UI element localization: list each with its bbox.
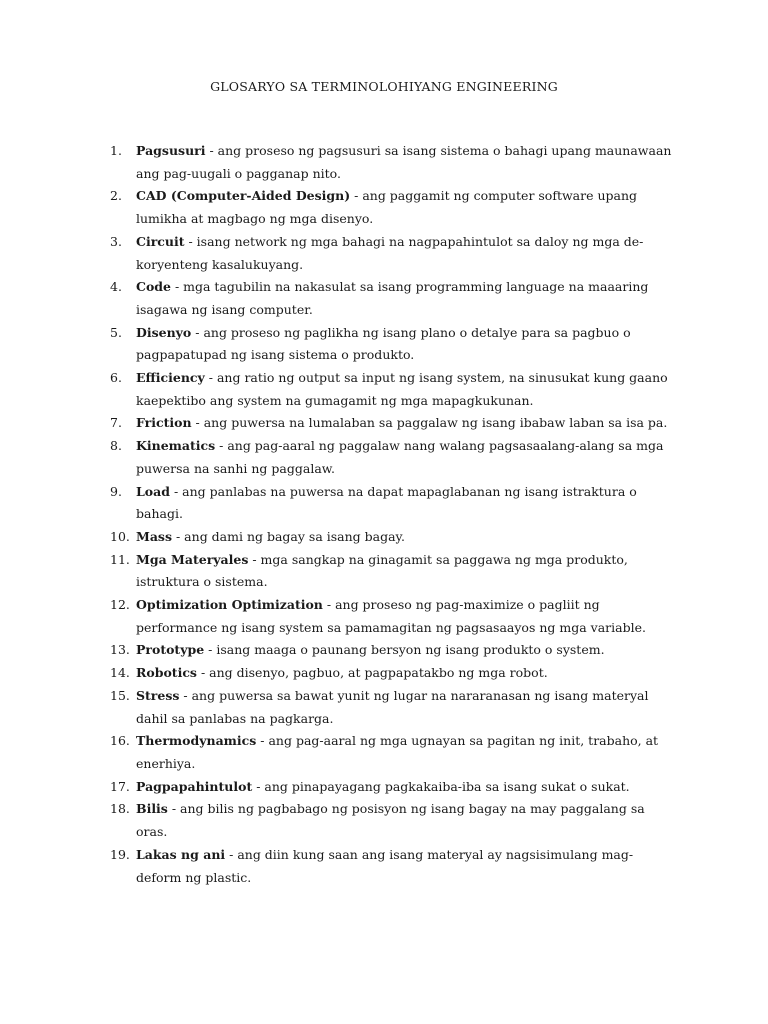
glossary-list [0,140,768,889]
entry-number: 8. [110,438,122,454]
entry-definition: - ang pinapayagang pagkakaiba-iba sa isang sukat o sukat. [252,778,630,794]
glossary-entry [0,276,676,321]
entry-term: Thermodynamics [136,733,257,749]
entry-definition: - isang network ng mga bahagi na nagpapahintulot sa daloy ng mga de-koryenteng kasalukuyang. [136,233,644,272]
entry-definition: - ang puwersa sa bawat yunit ng lugar na nararanasan ng isang materyal dahil sa panlabas na pagkarga. [136,687,649,726]
entry-term: Stress [136,687,180,703]
entry-number: 7. [110,415,122,431]
glossary-entry [0,412,676,435]
entry-term: Pagpapahintulot [136,778,253,794]
entry-definition: - mga sangkap na ginagamit sa paggawa ng mga produkto, istruktura o sistema. [136,551,628,590]
entry-number: 17. [110,778,130,794]
glossary-entry [0,549,676,594]
glossary-entry [0,526,676,549]
entry-number: 12. [110,597,130,613]
glossary-entry [0,140,676,185]
entry-definition: - ang dami ng bagay sa isang bagay. [172,528,405,544]
entry-definition: - ang disenyo, pagbuo, at pagpapatakbo ng mga robot. [196,665,548,681]
entry-definition: - ang pag-aaral ng mga ugnayan sa pagitan ng init, trabaho, at enerhiya. [136,733,659,771]
entry-number: 15. [110,687,130,703]
entry-number: 16. [110,733,130,749]
entry-term: Kinematics [136,438,216,454]
entry-number: 2. [110,188,122,204]
glossary-entry [0,730,676,775]
entry-number: 19. [110,846,130,862]
entry-term: Lakas ng ani [136,846,226,862]
entry-number: 9. [110,483,122,499]
entry-term: Mga Materyales [136,551,249,567]
entry-number: 6. [110,370,122,386]
entry-number: 14. [110,665,130,681]
entry-definition: - ang proseso ng pag-maximize o pagliit ng performance ng isang system sa pamamagitan ng pagsasaayos ng mga variable. [136,597,646,635]
entry-number: 10. [110,528,130,544]
glossary-entry [0,776,676,799]
entry-number: 18. [110,801,130,817]
glossary-entry [0,367,676,412]
glossary-entry [0,231,676,276]
entry-definition: - ang pag-aaral ng paggalaw nang walang pagsasaalang-alang sa mga puwersa na sanhi ng paggalaw. [136,438,664,476]
glossary-entry [0,662,676,685]
entry-term: Load [136,483,170,499]
entry-definition: - ang bilis ng pagbabago ng posisyon ng isang bagay na may paggalang sa oras. [136,801,645,840]
entry-definition: - isang maaga o paunang bersyon ng isang produkto o system. [204,642,605,658]
entry-definition: - ang puwersa na lumalaban sa paggalaw ng isang ibabaw laban sa isa pa. [191,415,668,431]
entry-definition: - ang diin kung saan ang isang materyal ay nagsisimulang mag-deform ng plastic. [136,846,634,885]
entry-term: CAD (Computer-Aided Design) [136,188,351,204]
entry-definition: - ang ratio ng output sa input ng isang system, na sinusukat kung gaano kaepektibo ang system na gumagamit ng mga mapagkukunan. [136,370,668,408]
document-title: GLOSARYO SA TERMINOLOHIYANG ENGINEERING [210,79,558,94]
entry-number: 3. [110,233,122,249]
glossary-entry [0,798,676,843]
entry-number: 11. [110,551,130,567]
entry-term: Robotics [136,665,197,681]
entry-number: 13. [110,642,130,658]
entry-definition: - ang proseso ng pagsusuri sa isang sistema o bahagi upang maunawaan ang pag-uugali o pagganap nito. [136,143,672,181]
glossary-entry [0,594,676,639]
entry-term: Mass [136,528,173,544]
glossary-entry [0,185,676,230]
entry-term: Bilis [136,801,168,817]
glossary-entry [0,481,676,526]
entry-definition: - ang proseso ng paglikha ng isang plano o detalye para sa pagbuo o pagpapatupad ng isang sistema o produkto. [136,324,631,363]
entry-number: 5. [110,324,122,340]
entry-term: Disenyo [136,324,192,340]
entry-number: 1. [110,143,122,158]
glossary-entry [0,639,676,662]
entry-term: Optimization Optimization [136,597,323,613]
glossary-entry [0,322,676,367]
entry-term: Friction [136,415,192,431]
entry-definition: - ang panlabas na puwersa na dapat mapaglabanan ng isang istraktura o bahagi. [136,483,637,522]
entry-definition: - mga tagubilin na nakasulat sa isang programming language na maaaring isagawa ng isang computer. [136,279,649,317]
entry-term: Efficiency [136,370,205,386]
entry-number: 4. [110,279,122,295]
entry-term: Prototype [136,642,205,658]
entry-definition: - ang paggamit ng computer software upang lumikha at magbago ng mga disenyo. [136,188,638,227]
glossary-entry [0,685,676,730]
glossary-entry [0,435,676,480]
entry-term: Circuit [136,233,185,249]
entry-term: Pagsusuri [136,143,206,158]
glossary-entry [0,844,676,889]
entry-term: Code [136,279,171,295]
